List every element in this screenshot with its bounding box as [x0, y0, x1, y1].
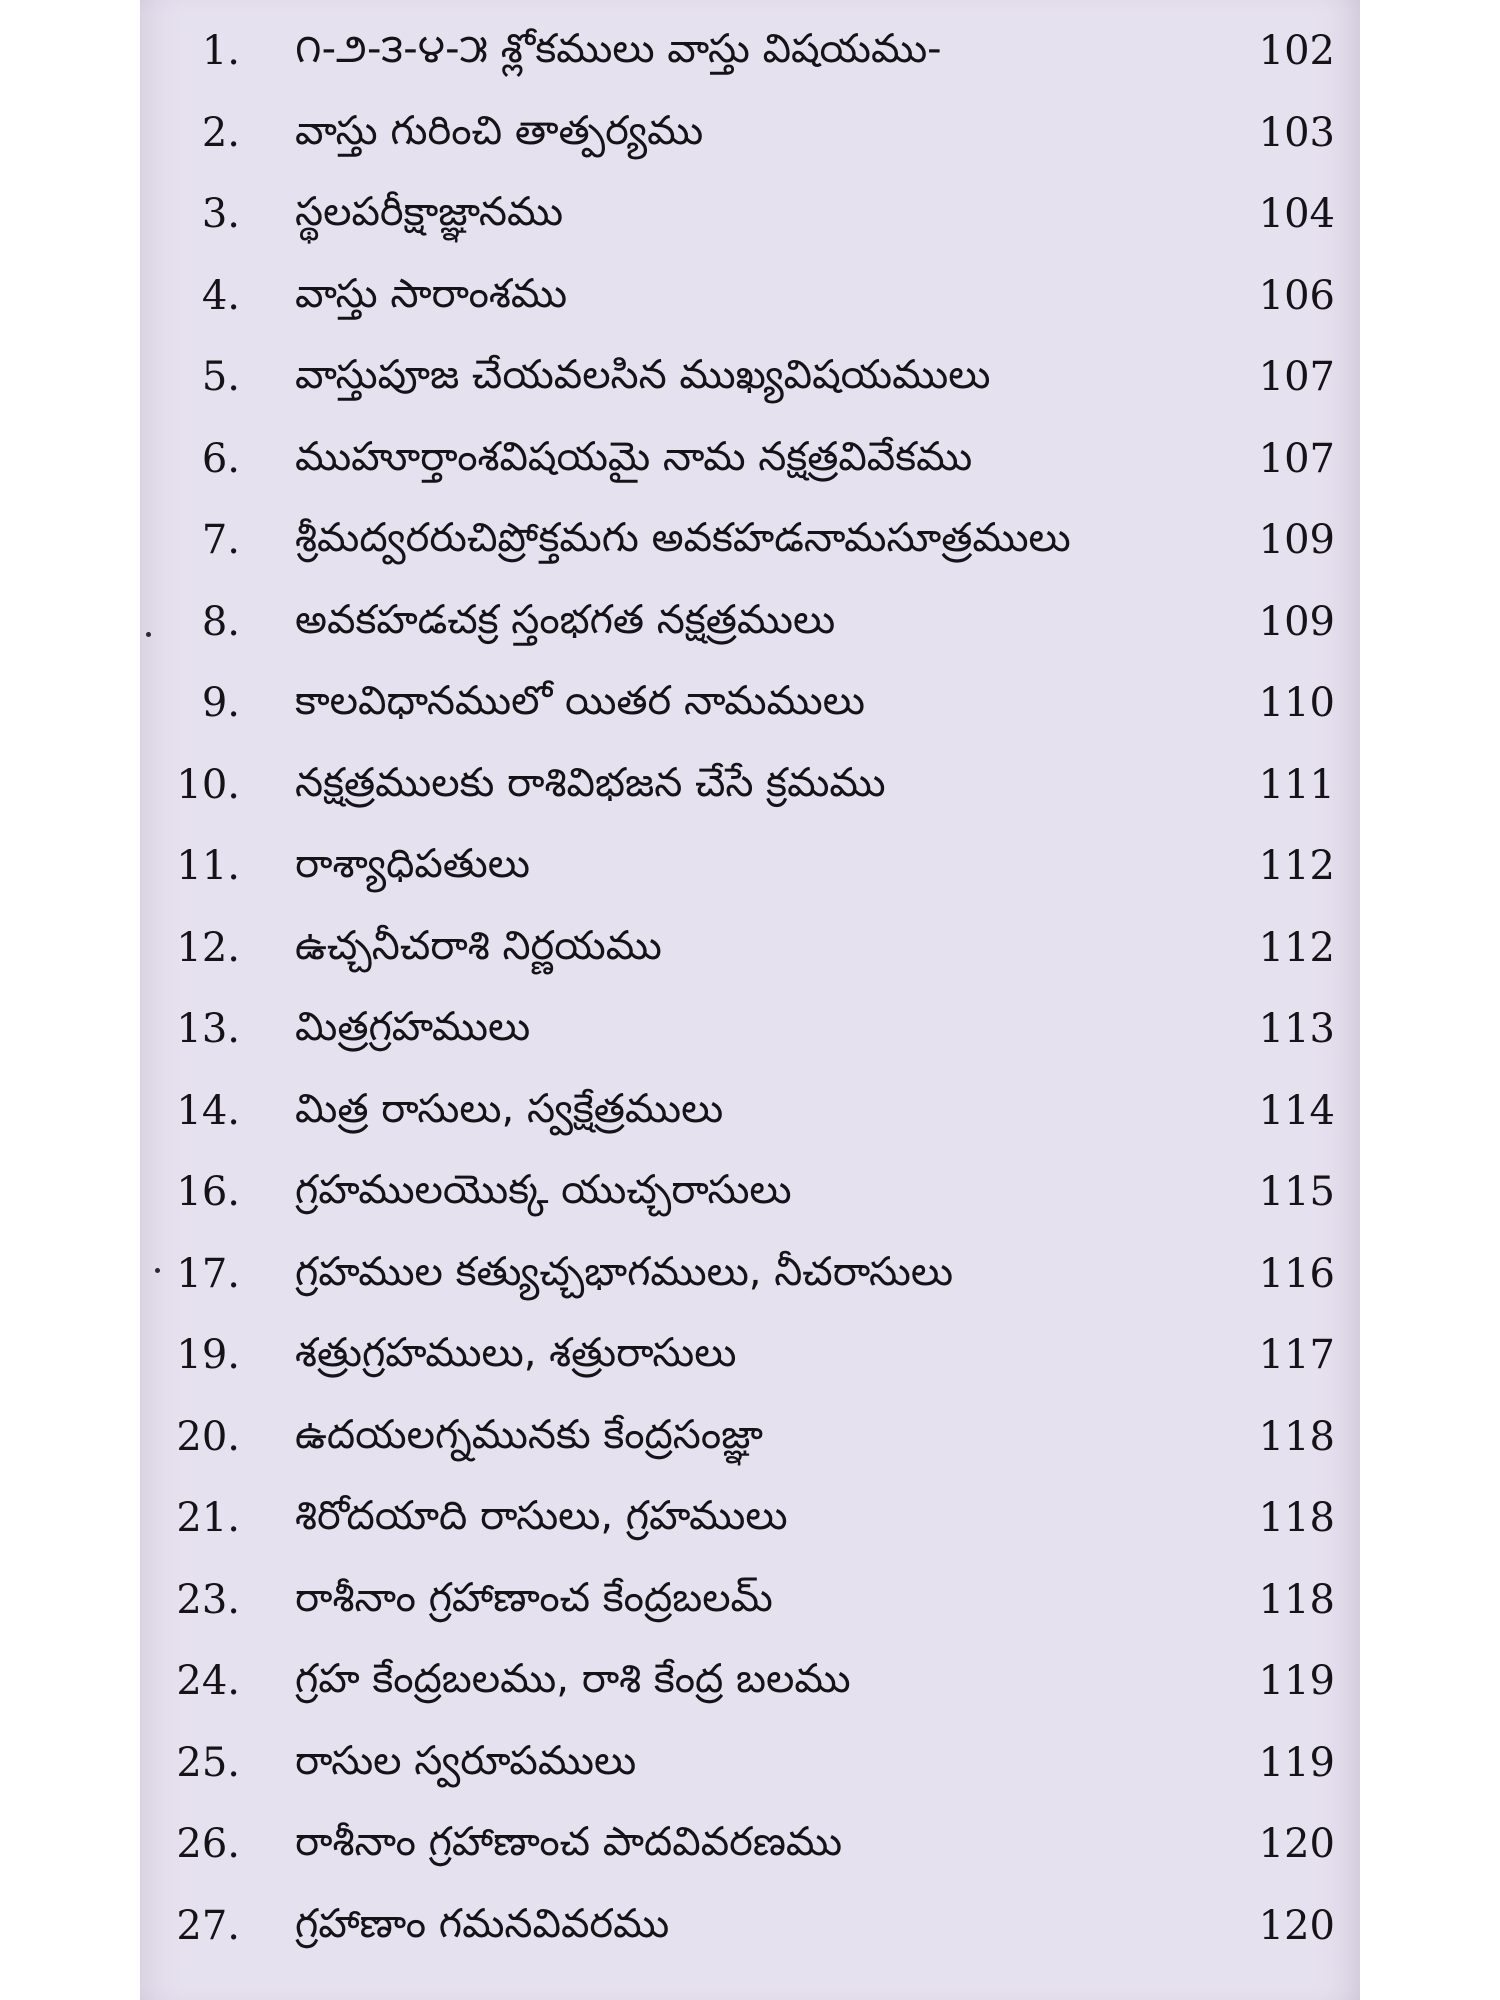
toc-entry [140, 340, 1360, 422]
entry-title: వాస్తు గురించి తాత్పర్యము [295, 107, 704, 154]
entry-number: 17. [176, 1250, 240, 1297]
entry-title: వాస్తు సారాంశము [295, 270, 568, 317]
entry-number: 20. [176, 1413, 240, 1460]
entry-title: ౧-౨-౩-౪-౫ శ్లోకములు వాస్తు విషయము- [295, 26, 942, 72]
entry-page-number: 113 [1258, 1006, 1335, 1052]
toc-entry [140, 96, 1360, 178]
toc-entry [140, 422, 1360, 504]
entry-number: 8. [201, 598, 240, 645]
entry-title: ఉచ్చనీచరాశి నిర్ణయము [295, 922, 662, 969]
entry-page-number: 103 [1258, 109, 1335, 156]
entry-page-number: 117 [1258, 1332, 1335, 1378]
toc-entry [140, 259, 1360, 341]
entry-number: 11. [176, 843, 240, 889]
entry-title: మిత్రగ్రహములు [295, 1004, 531, 1050]
entry-number: 24. [176, 1658, 240, 1704]
entry-page-number: 118 [1258, 1495, 1335, 1541]
entry-number: 1. [201, 28, 240, 74]
entry-title: శిరోదయాది రాసులు, గ్రహములు [295, 1493, 788, 1539]
entry-number: 19. [176, 1332, 240, 1378]
entry-title: గ్రహ కేంద్రబలము, రాశి కేంద్ర బలము [295, 1656, 851, 1702]
entry-page-number: 120 [1258, 1821, 1335, 1867]
toc-entry [140, 829, 1360, 911]
entry-title: స్థలపరీక్షాజ్ఞానము [295, 189, 564, 235]
entry-title: గ్రహములయొక్క యుచ్చరాసులు [295, 1167, 792, 1213]
entry-title: కాలవిధానములో యితర నామములు [295, 678, 865, 724]
entry-title: రాశ్యాధిపతులు [295, 841, 530, 887]
entry-title: గ్రహాణాం గమనవివరము [295, 1900, 670, 1947]
entry-title: రాసుల స్వరూపములు [295, 1737, 637, 1784]
toc-entry [140, 1237, 1360, 1319]
entry-number: 7. [201, 517, 240, 563]
entry-page-number: 109 [1258, 598, 1335, 645]
toc-entry [140, 177, 1360, 259]
entry-page-number: 114 [1258, 1087, 1335, 1134]
entry-page-number: 115 [1258, 1169, 1335, 1215]
toc-entry [140, 1400, 1360, 1482]
print-speck [155, 1268, 160, 1273]
entry-page-number: 112 [1258, 924, 1335, 971]
entry-number: 3. [201, 191, 240, 237]
entry-page-number: 110 [1258, 680, 1335, 726]
toc-entry [140, 1074, 1360, 1156]
entry-number: 26. [176, 1821, 240, 1867]
toc-entry [140, 14, 1360, 96]
entry-page-number: 116 [1258, 1250, 1335, 1297]
print-speck [146, 632, 151, 637]
entry-page-number: 112 [1258, 843, 1335, 889]
toc-entry [140, 1807, 1360, 1889]
entry-page-number: 119 [1258, 1658, 1335, 1704]
entry-page-number: 120 [1258, 1902, 1335, 1949]
toc-entry [140, 1563, 1360, 1645]
entry-number: 9. [201, 680, 240, 726]
entry-page-number: 109 [1258, 517, 1335, 563]
toc-entry [140, 748, 1360, 830]
entry-page-number: 107 [1258, 435, 1335, 482]
entry-number: 21. [176, 1495, 240, 1541]
entry-number: 4. [201, 272, 240, 319]
entry-title: శ్రీమద్వరరుచిప్రోక్తమగు అవకహడనామసూత్రములు [295, 515, 1071, 561]
entry-page-number: 102 [1258, 28, 1335, 74]
entry-number: 6. [201, 435, 240, 482]
entry-number: 12. [176, 924, 240, 971]
entry-page-number: 106 [1258, 272, 1335, 319]
entry-number: 5. [201, 354, 240, 400]
entry-number: 23. [176, 1576, 240, 1623]
entry-page-number: 118 [1258, 1413, 1335, 1460]
entry-title: అవకహడచక్ర స్తంభగత నక్షత్రములు [295, 596, 836, 643]
toc-entry [140, 992, 1360, 1074]
entry-title: నక్షత్రములకు రాశివిభజన చేసే క్రమము [295, 759, 886, 806]
entry-title: రాశీనాం గ్రహాణాంచ పాదవివరణము [295, 1819, 843, 1865]
entry-title: ఉదయలగ్నమునకు కేంద్రసంజ్ఞా [295, 1411, 763, 1458]
toc-entry [140, 911, 1360, 993]
entry-page-number: 107 [1258, 354, 1335, 400]
entry-number: 27. [176, 1902, 240, 1949]
toc-entry [140, 1155, 1360, 1237]
entry-number: 13. [176, 1006, 240, 1052]
entry-number: 16. [176, 1169, 240, 1215]
toc-entry [140, 1726, 1360, 1808]
entry-page-number: 119 [1258, 1739, 1335, 1786]
entry-number: 2. [201, 109, 240, 156]
entry-title: శత్రుగ్రహములు, శత్రురాసులు [295, 1330, 737, 1376]
toc-entry [140, 666, 1360, 748]
entry-title: మిత్ర రాసులు, స్వక్షేత్రములు [295, 1085, 724, 1132]
toc-entry [140, 585, 1360, 667]
entry-title: రాశీనాం గ్రహాణాంచ కేంద్రబలమ్ [295, 1574, 773, 1621]
entry-title: గ్రహముల కత్యుచ్చభాగములు, నీచరాసులు [295, 1248, 954, 1295]
entry-number: 14. [176, 1087, 240, 1134]
table-of-contents [140, 14, 1360, 1970]
book-page [140, 0, 1360, 2000]
toc-entry [140, 1889, 1360, 1971]
entry-page-number: 104 [1258, 191, 1335, 237]
toc-entry [140, 1318, 1360, 1400]
entry-title: ముహూర్తాంశవిషయమై నామ నక్షత్రవివేకము [295, 433, 973, 480]
entry-number: 10. [176, 761, 240, 808]
toc-entry [140, 503, 1360, 585]
entry-title: వాస్తుపూజ చేయవలసిన ముఖ్యవిషయములు [295, 352, 991, 398]
entry-page-number: 118 [1258, 1576, 1335, 1623]
entry-page-number: 111 [1258, 761, 1335, 808]
toc-entry [140, 1644, 1360, 1726]
entry-number: 25. [176, 1739, 240, 1786]
toc-entry [140, 1481, 1360, 1563]
